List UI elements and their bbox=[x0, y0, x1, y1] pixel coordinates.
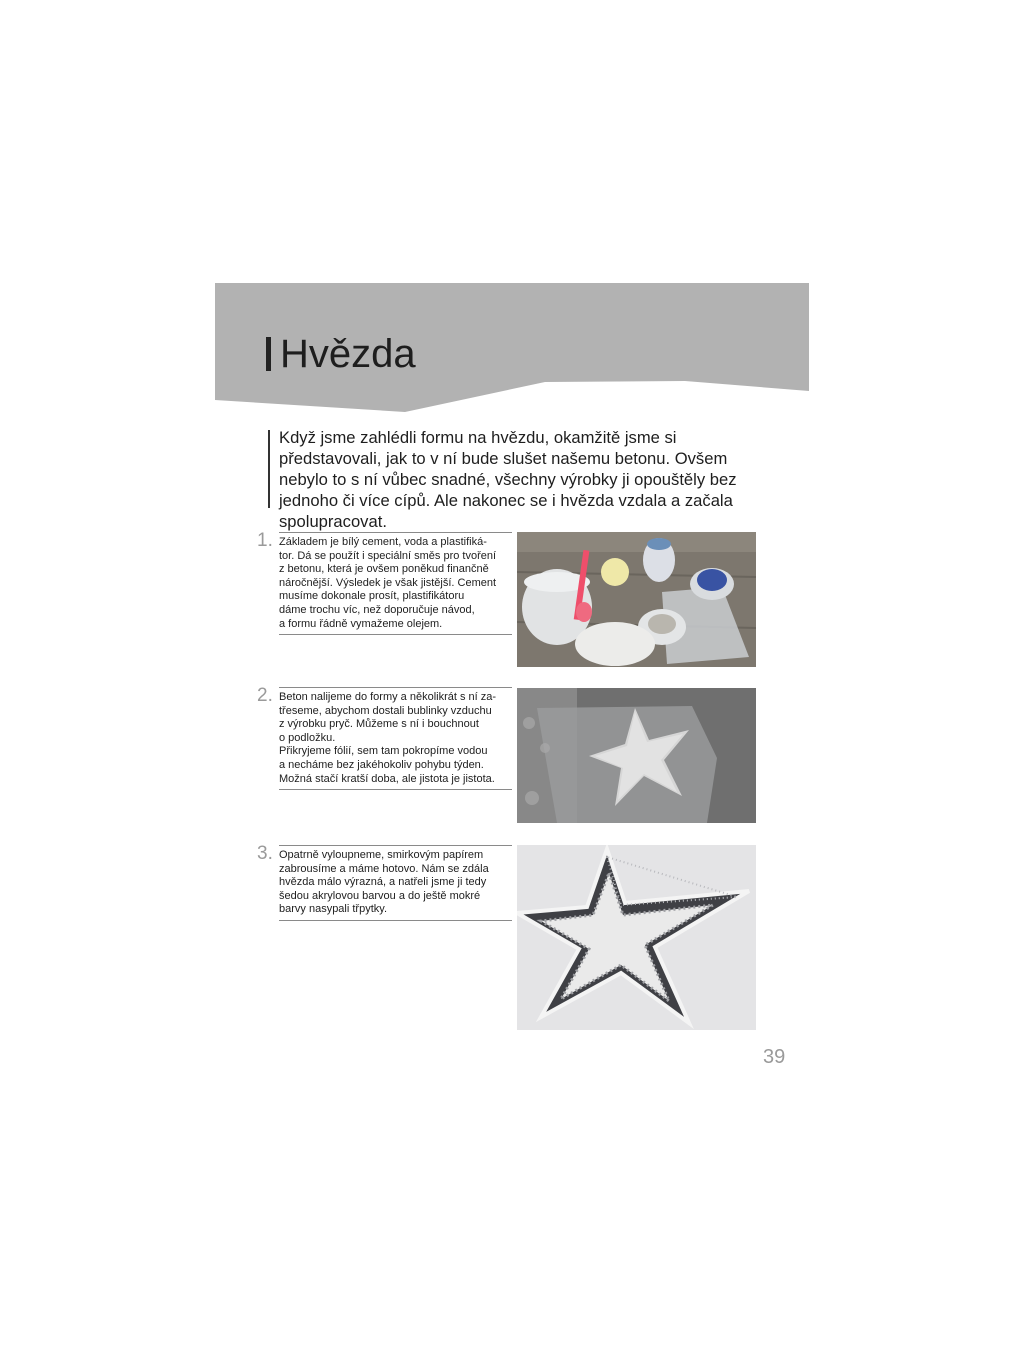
page-number: 39 bbox=[763, 1046, 786, 1068]
step-1-photo bbox=[517, 532, 756, 667]
step-1-text: Základem je bílý cement, voda a plastifiká- tor. Dá se použít i speciální směs pro tvoření z betonu, která je ovšem poněkud finančně náročnější. Výsledek je však jistější. Cement musíme dokonale prosít, plastifikátoru dáme trochu víc, než doporučuje návod, a formu řádně vymažeme olejem. bbox=[279, 532, 512, 635]
step-2-photo bbox=[517, 688, 756, 823]
step-3-photo bbox=[517, 845, 756, 1030]
intro-paragraph: Když jsme zahlédli formu na hvězdu, okamžitě jsme si představovali, jak to v ní bude slušet našemu betonu. Ovšem nebylo to s ní vůbec snadné, všechny výrobky ji opouštěly bez jednoho či více cípů. Ale nakonec se i hvězda vzdala a začala spolupracovat. bbox=[279, 428, 737, 531]
step-2-number: 2. bbox=[257, 685, 273, 706]
title-accent-bar bbox=[266, 337, 271, 371]
step-3-number: 3. bbox=[257, 843, 273, 864]
step-1-number: 1. bbox=[257, 530, 273, 551]
page-title: Hvězda bbox=[280, 332, 416, 376]
step-2-text: Beton nalijeme do formy a několikrát s ní za- třeseme, abychom dostali bublinky vzduchu z výrobku pryč. Můžeme s ní i bouchnout o podložku. Přikryjeme fólií, sem tam pokropíme vodou a necháme bez jakéhokoliv pohybu týden. Možná stačí kratší doba, ale jistota je jistota. bbox=[279, 687, 512, 790]
step-3-text: Opatrně vyloupneme, smirkovým papírem zabrousíme a máme hotovo. Nám se zdála hvězda málo výrazná, a natřeli jsme ji tedy šedou akrylovou barvou a do ještě mokré barvy nasypali třpytky. bbox=[279, 845, 512, 921]
intro-accent-rule bbox=[268, 430, 270, 508]
